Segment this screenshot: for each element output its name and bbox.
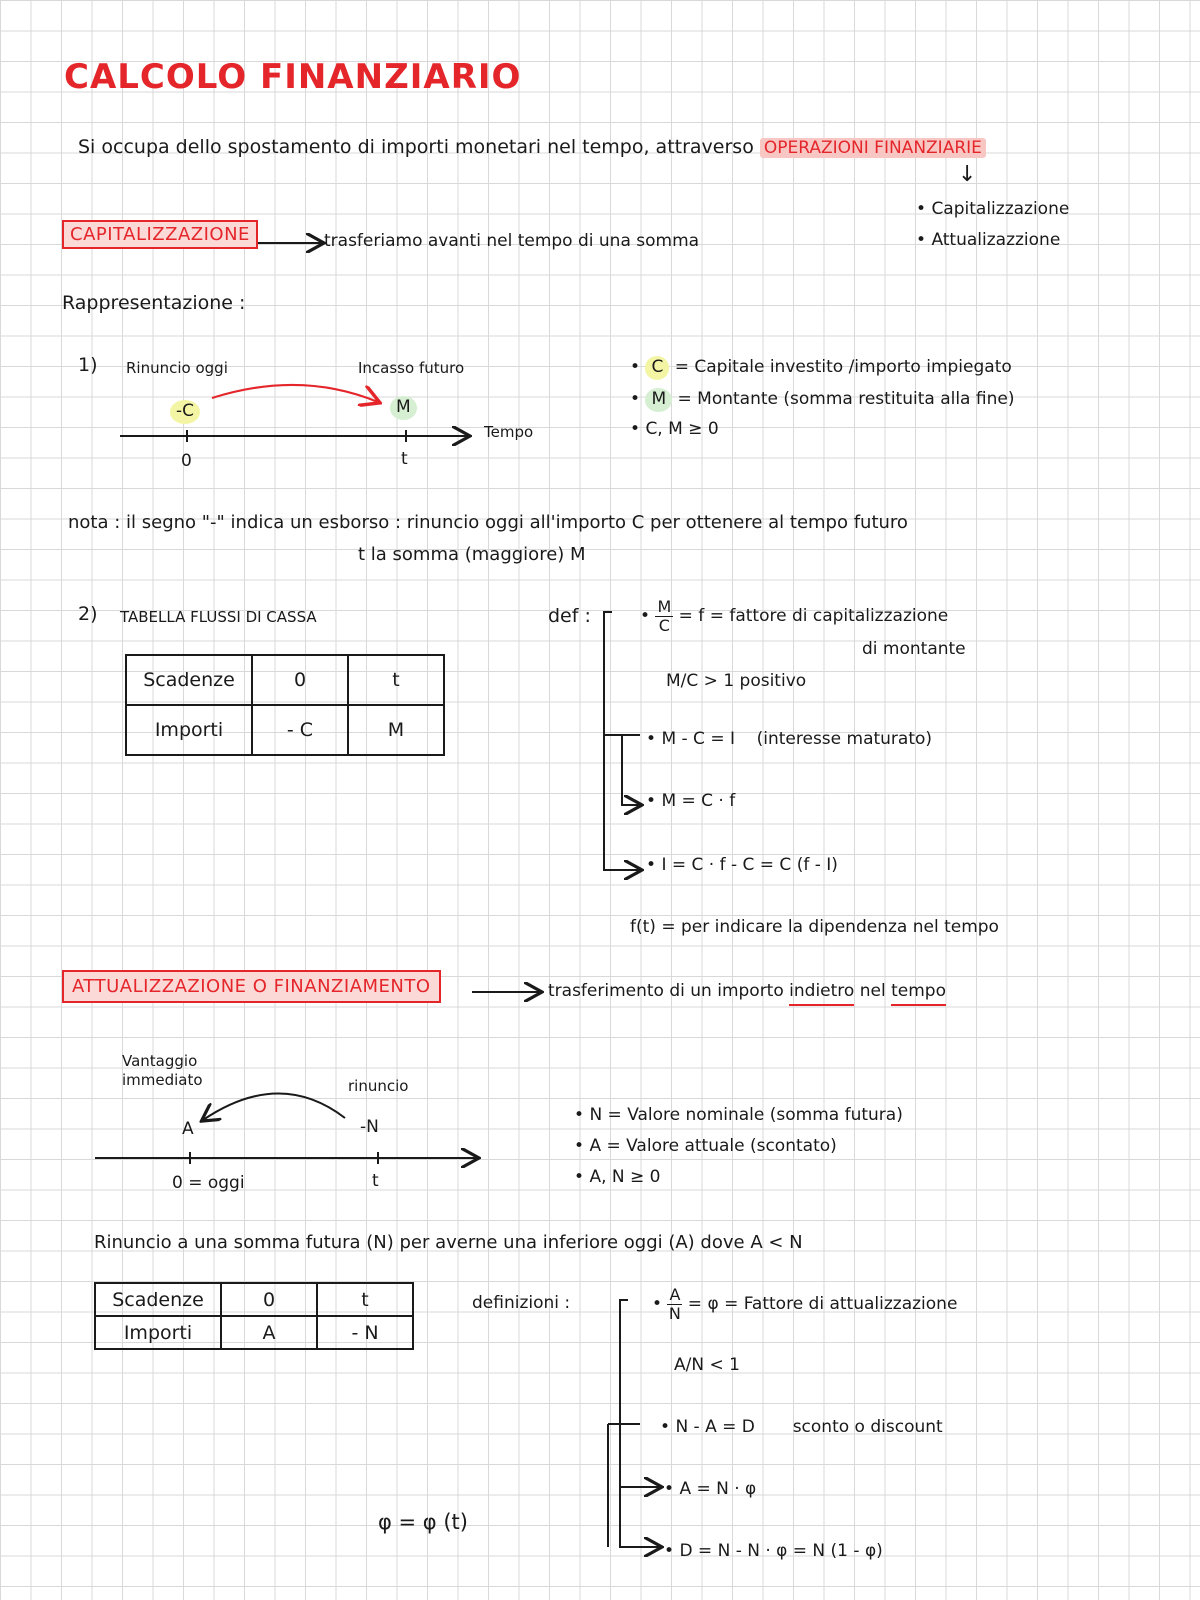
- table-cell: Scadenze: [126, 655, 252, 705]
- definizioni-label: definizioni :: [472, 1293, 571, 1313]
- table-row: [126, 705, 444, 755]
- minus-c-point: -C: [170, 400, 200, 424]
- tabella-title: TABELLA FLUSSI DI CASSA: [120, 608, 317, 626]
- def-montante-eq: • M = C · f: [646, 791, 736, 811]
- capitalizzazione-label: CAPITALIZZAZIONE: [62, 220, 258, 249]
- def-fattore: • $\frac{M}{C}$ = f = fattore di capitalizzazione: [640, 597, 949, 635]
- bullet-montante: • M = Montante (somma restituita alla fine): [630, 388, 1014, 412]
- phi-t-note: φ = φ (t): [378, 1510, 468, 1534]
- cash-flow-table-2: [94, 1282, 414, 1350]
- table-cell: t: [317, 1283, 413, 1316]
- nota-line-2: t la somma (maggiore) M: [358, 544, 586, 565]
- timeline-2-arrow: [203, 1093, 345, 1120]
- cash-flow-table-1: [125, 654, 445, 756]
- nota-line-1: nota : il segno "-" indica un esborso : rinuncio oggi all'importo C per ottenere al tempo futuro: [68, 512, 908, 533]
- table-cell: - N: [317, 1316, 413, 1349]
- def-sconto: • N - A = D sconto o discount: [660, 1417, 943, 1437]
- def-a-eq: • A = N · φ: [664, 1479, 757, 1499]
- item-2-number: 2): [78, 603, 98, 625]
- tick-t: t: [401, 449, 408, 469]
- bullet-capitale: • C = Capitale investito /importo impiegato: [630, 356, 1012, 380]
- item-1-number: 1): [78, 354, 98, 376]
- down-arrow-icon: ↓: [958, 162, 977, 187]
- fraction-m-c: $\frac{M}{C}$: [657, 597, 672, 635]
- bullet-attuale: • A = Valore attuale (scontato): [574, 1136, 837, 1156]
- table-cell: 0: [221, 1283, 317, 1316]
- attualizzazione-description: trasferimento di un importo indietro nel tempo: [548, 982, 946, 1002]
- rinuncio-label: rinuncio: [348, 1077, 409, 1095]
- table-cell: A: [221, 1316, 317, 1349]
- def-an-lt-1: A/N < 1: [674, 1355, 740, 1375]
- bullet-an-nonneg: • A, N ≥ 0: [574, 1167, 661, 1187]
- operazioni-finanziarie-highlight: OPERAZIONI FINANZIARIE: [760, 138, 986, 158]
- a-point: A: [182, 1119, 194, 1139]
- tick-zero-oggi: 0 = oggi: [172, 1173, 245, 1193]
- incasso-futuro-label: Incasso futuro: [358, 359, 465, 377]
- tick-t-2: t: [372, 1171, 379, 1191]
- rappresentazione-heading: Rappresentazione :: [62, 292, 246, 314]
- def-fattore-cont: di montante: [862, 639, 966, 659]
- minus-n-point: -N: [360, 1117, 379, 1137]
- table-cell: Scadenze: [95, 1283, 221, 1316]
- table-row: [126, 655, 444, 705]
- table-cell: 0: [252, 655, 348, 705]
- def-interesse-eq: • I = C · f - C = C (f - I): [646, 855, 838, 875]
- rinuncio-line: Rinuncio a una somma futura (N) per averne una inferiore oggi (A) dove A < N: [94, 1232, 803, 1253]
- def-interesse: • M - C = I (interesse maturato): [646, 729, 933, 749]
- fraction-a-n: $\frac{A}{N}$: [668, 1285, 681, 1323]
- def-fattore-attualizzazione: • $\frac{A}{N}$ = φ = Fattore di attualizzazione: [652, 1285, 958, 1323]
- type-attualizzazione: • Attualizazzione: [916, 230, 1061, 250]
- table-cell: Importi: [95, 1316, 221, 1349]
- rinuncio-oggi-label: Rinuncio oggi: [126, 359, 228, 377]
- m-point: M: [390, 396, 417, 420]
- type-capitalizzazione: • Capitalizzazione: [916, 199, 1070, 219]
- page-title: CALCOLO FINANZIARIO: [64, 57, 522, 97]
- tempo-axis-label: Tempo: [484, 423, 534, 441]
- table-cell: Importi: [126, 705, 252, 755]
- table-cell: t: [348, 655, 444, 705]
- timeline-1-red-arrow: [212, 385, 378, 402]
- bullet-nonneg: • C, M ≥ 0: [630, 419, 719, 439]
- intro-text: [78, 137, 986, 159]
- def-d-eq: • D = N - N · φ = N (1 - φ): [664, 1541, 883, 1561]
- bullet-nominale: • N = Valore nominale (somma futura): [574, 1105, 903, 1125]
- def-label: def :: [548, 605, 591, 627]
- table-cell: - C: [252, 705, 348, 755]
- table-row: [95, 1316, 413, 1349]
- intro-text-main: Si occupa dello spostamento di importi monetari nel tempo, attraverso: [78, 136, 754, 158]
- table-cell: M: [348, 705, 444, 755]
- capitalizzazione-description: trasferiamo avanti nel tempo di una somma: [324, 231, 700, 251]
- table-row: [95, 1283, 413, 1316]
- vantaggio-label: Vantaggio immediato: [122, 1052, 203, 1089]
- attualizzazione-label: ATTUALIZZAZIONE O FINANZIAMENTO: [62, 970, 441, 1003]
- ft-note: f(t) = per indicare la dipendenza nel tempo: [630, 917, 999, 937]
- def-mc-positivo: M/C > 1 positivo: [666, 671, 807, 691]
- tick-zero: 0: [181, 451, 192, 471]
